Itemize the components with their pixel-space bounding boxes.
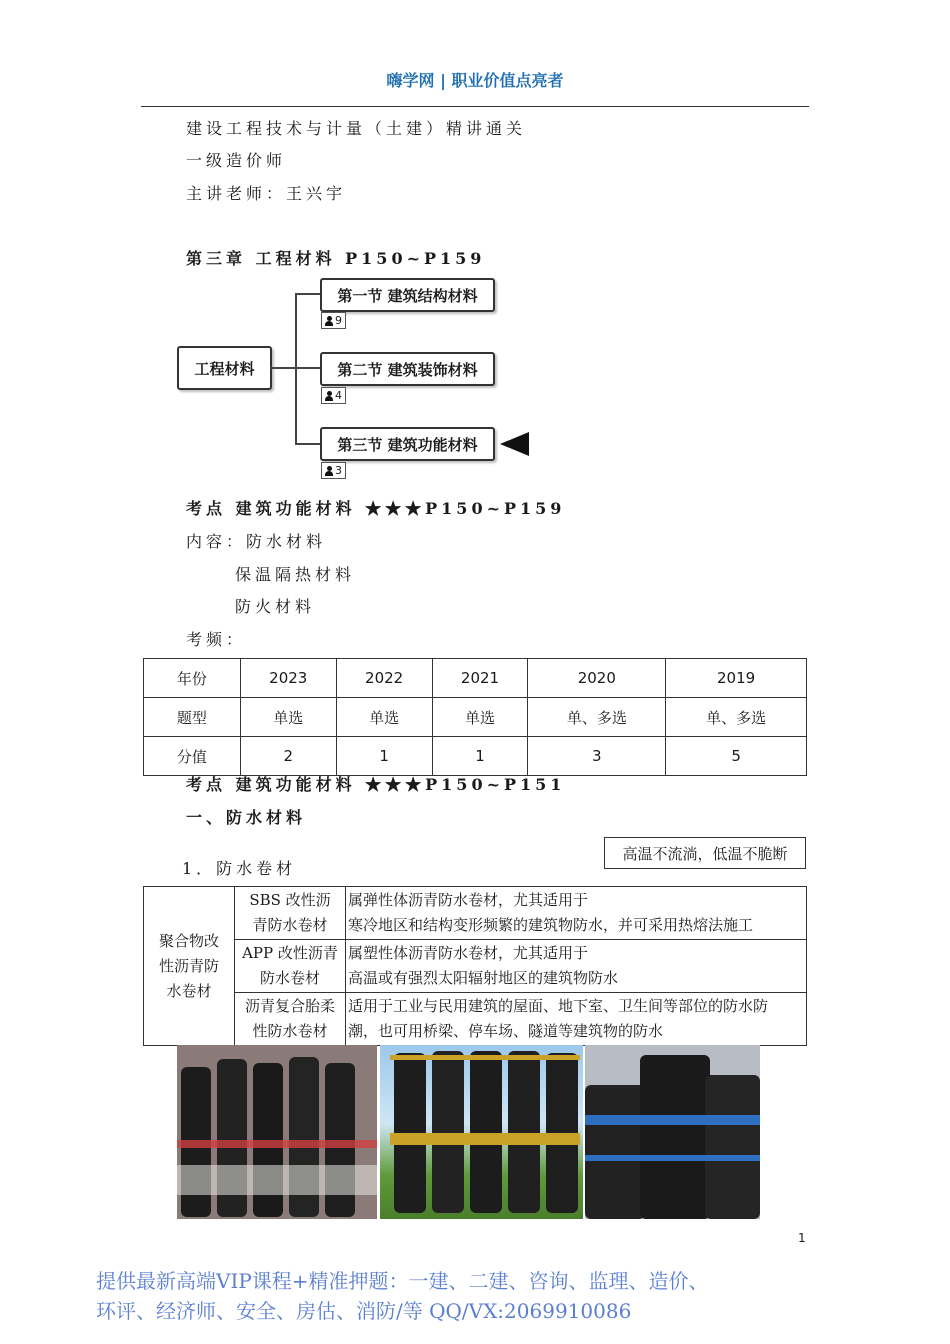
section-title: 一、防水材料 — [186, 808, 307, 827]
course-level: 一级造价师 — [186, 151, 287, 170]
group-cell: 聚合物改性沥青防水卷材 — [144, 887, 235, 1046]
year-cell: 2021 — [432, 659, 528, 698]
product-photo-composite — [585, 1045, 760, 1219]
count-badge: 3 — [321, 462, 346, 479]
type-cell: 单、多选 — [666, 698, 807, 737]
material-name: APP 改性沥青防水卷材 — [235, 940, 346, 993]
page-number: 1 — [798, 1231, 806, 1245]
content-item: 防水材料 — [246, 532, 327, 551]
content-item: 防火材料 — [235, 597, 316, 616]
row-header: 年份 — [144, 659, 241, 698]
product-photo-app — [380, 1045, 583, 1219]
material-name: 沥青复合胎柔性防水卷材 — [235, 993, 346, 1046]
year-cell: 2022 — [336, 659, 432, 698]
frequency-table — [143, 658, 807, 776]
table-row — [144, 887, 807, 940]
material-desc: 属弹性体沥青防水卷材，尤其适用于 寒冷地区和结构变形频繁的建筑物防水，并可采用热熔法施工 — [346, 887, 807, 940]
type-cell: 单选 — [432, 698, 528, 737]
mindmap-root: 工程材料 — [177, 346, 272, 390]
type-cell: 单选 — [240, 698, 336, 737]
connector — [270, 367, 296, 369]
connector — [295, 367, 322, 369]
count-badge: 4 — [321, 387, 346, 404]
score-cell: 5 — [666, 737, 807, 776]
page-header: 嗨学网 | 职业价值点亮者 — [386, 71, 564, 90]
table-row — [144, 698, 807, 737]
callout-box: 高温不流淌，低温不脆断 — [604, 837, 806, 869]
table-row — [144, 737, 807, 776]
mindmap-section-3: 第三节 建筑功能材料 — [320, 427, 495, 461]
product-photo-sbs — [177, 1045, 377, 1219]
score-cell: 2 — [240, 737, 336, 776]
year-cell: 2023 — [240, 659, 336, 698]
pointer-arrow-icon — [500, 431, 530, 457]
course-title: 建设工程技术与计量（土建）精讲通关 — [186, 119, 527, 138]
type-cell: 单、多选 — [528, 698, 666, 737]
materials-table — [143, 886, 807, 1046]
course-teacher: 主讲老师：王兴宇 — [186, 184, 347, 203]
score-cell: 3 — [528, 737, 666, 776]
connector — [295, 293, 297, 445]
count-badge: 9 — [321, 312, 346, 329]
person-icon — [325, 391, 333, 401]
material-name: SBS 改性沥青防水卷材 — [235, 887, 346, 940]
person-icon — [325, 466, 333, 476]
header-rule — [141, 106, 809, 107]
type-cell: 单选 — [336, 698, 432, 737]
material-desc: 适用于工业与民用建筑的屋面、地下室、卫生间等部位的防水防 潮，也可用桥梁、停车场、隧道等建筑物的防水 — [346, 993, 807, 1046]
chapter-title: 第三章 工程材料 P150~P159 — [186, 249, 486, 268]
person-icon — [325, 316, 333, 326]
mindmap-section-2: 第二节 建筑装饰材料 — [320, 352, 495, 386]
score-cell: 1 — [432, 737, 528, 776]
content-label: 内容： — [186, 532, 247, 551]
row-header: 分值 — [144, 737, 241, 776]
score-cell: 1 — [336, 737, 432, 776]
connector — [295, 293, 322, 295]
year-cell: 2020 — [528, 659, 666, 698]
table-row — [144, 993, 807, 1046]
connector — [295, 443, 322, 445]
material-desc: 属塑性体沥青防水卷材，尤其适用于 高温或有强烈太阳辐射地区的建筑物防水 — [346, 940, 807, 993]
year-cell: 2019 — [666, 659, 807, 698]
table-row — [144, 659, 807, 698]
footer-promo — [96, 1266, 856, 1326]
row-header: 题型 — [144, 698, 241, 737]
freq-label: 考频： — [186, 630, 247, 649]
table-row — [144, 940, 807, 993]
footer-line: 环评、经济师、安全、房估、消防/等 QQ/VX:2069910086 — [96, 1299, 632, 1323]
subsection-title: 1．防水卷材 — [182, 859, 297, 878]
mindmap-section-1: 第一节 建筑结构材料 — [320, 278, 495, 312]
footer-line: 提供最新高端VIP课程+精准押题：一建、二建、咨询、监理、造价、 — [96, 1269, 709, 1293]
kaodian-title-1: 考点 建筑功能材料 ★★★P150~P159 — [186, 499, 566, 518]
content-item: 保温隔热材料 — [235, 565, 356, 584]
kaodian-title-2: 考点 建筑功能材料 ★★★P150~P151 — [186, 775, 566, 794]
